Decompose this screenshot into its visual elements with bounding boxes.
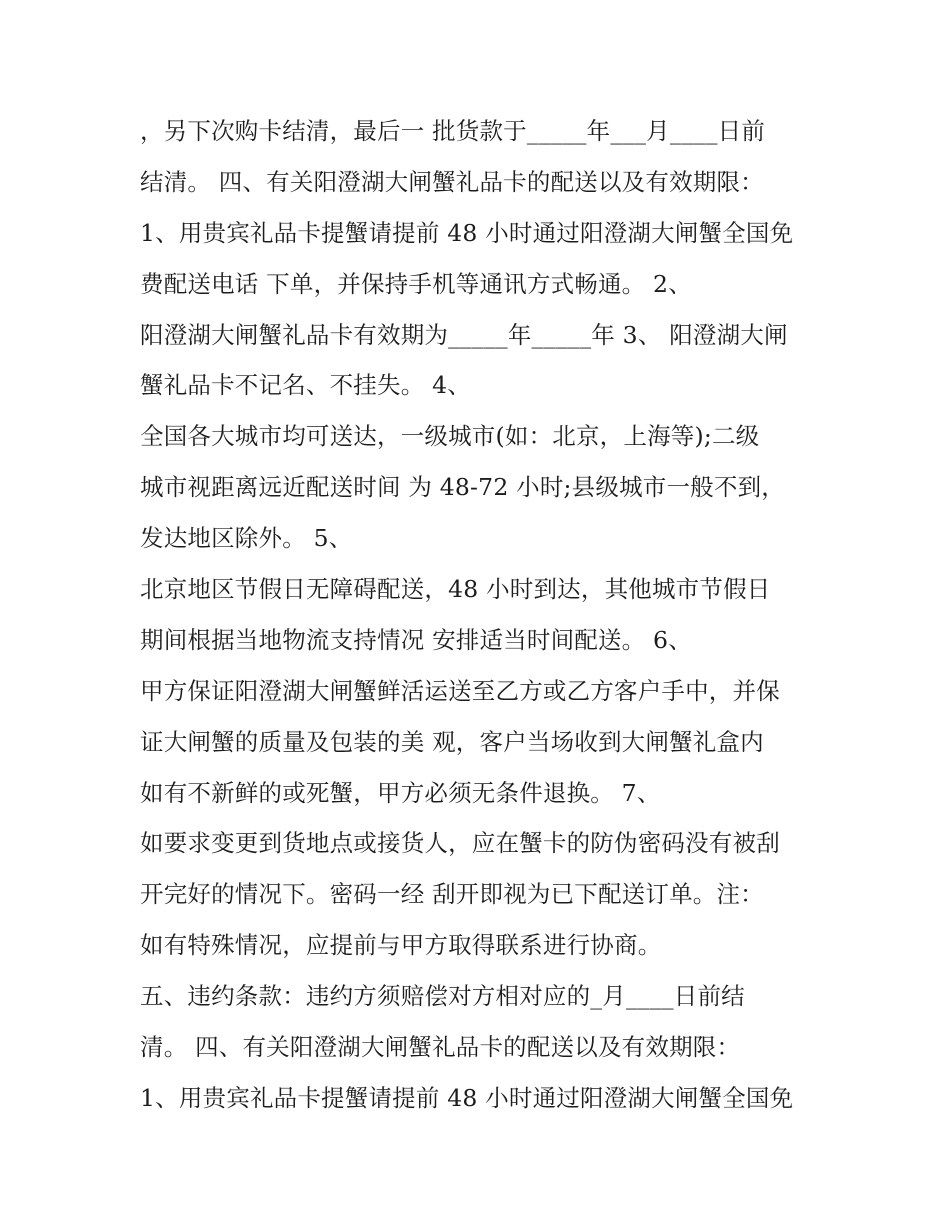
text-line: 蟹礼品卡不记名、不挂失。 4、 [140, 371, 471, 400]
document-body [140, 106, 830, 1124]
text-line: 如要求变更到货地点或接货人，应在蟹卡的防伪密码没有被刮 [140, 829, 780, 858]
text-line: 五、违约条款：违约方须赔偿对方相对应的_月____日前结 [140, 982, 745, 1011]
text-line: 清。 四、有关阳澄湖大闸蟹礼品卡的配送以及有效期限： [140, 1033, 741, 1062]
text-line: 1、用贵宾礼品卡提蟹请提前 48 小时通过阳澄湖大闸蟹全国免 [140, 1083, 794, 1112]
text-line: 如有特殊情况，应提前与甲方取得联系进行协商。 [140, 931, 662, 960]
text-line: 开完好的情况下。密码一经 刮开即视为已下配送订单。注： [140, 880, 764, 909]
text-line: 北京地区节假日无障碍配送，48 小时到达，其他城市节假日 [140, 575, 771, 604]
text-line: 1、用贵宾礼品卡提蟹请提前 48 小时通过阳澄湖大闸蟹全国免 [140, 218, 794, 247]
text-line: 甲方保证阳澄湖大闸蟹鲜活运送至乙方或乙方客户手中，并保 [140, 676, 780, 705]
text-line: ，另下次购卡结清，最后一 批货款于_____年___月____日前 [140, 117, 766, 145]
text-line: 期间根据当地物流支持情况 安排适当时间配送。 6、 [140, 625, 692, 654]
text-line: 城市视距离远近配送时间 为 48-72 小时;县级城市一般不到， [140, 473, 785, 502]
text-line: 如有不新鲜的或死蟹，甲方必须无条件退换。 7、 [140, 778, 661, 807]
text-line: 证大闸蟹的质量及包装的美 观，客户当场收到大闸蟹礼盒内 [140, 727, 764, 756]
text-line: 发达地区除外。 5、 [140, 524, 353, 553]
text-line: 结清。 四、有关阳澄湖大闸蟹礼品卡的配送以及有效期限： [140, 167, 764, 196]
text-line: 阳澄湖大闸蟹礼品卡有效期为_____年_____年 3、 阳澄湖大闸 [140, 320, 788, 349]
text-line: 全国各大城市均可送达，一级城市(如：北京，上海等);二级 [140, 422, 760, 451]
text-line: 费配送电话 下单，并保持手机等通讯方式畅通。 2、 [140, 269, 692, 298]
